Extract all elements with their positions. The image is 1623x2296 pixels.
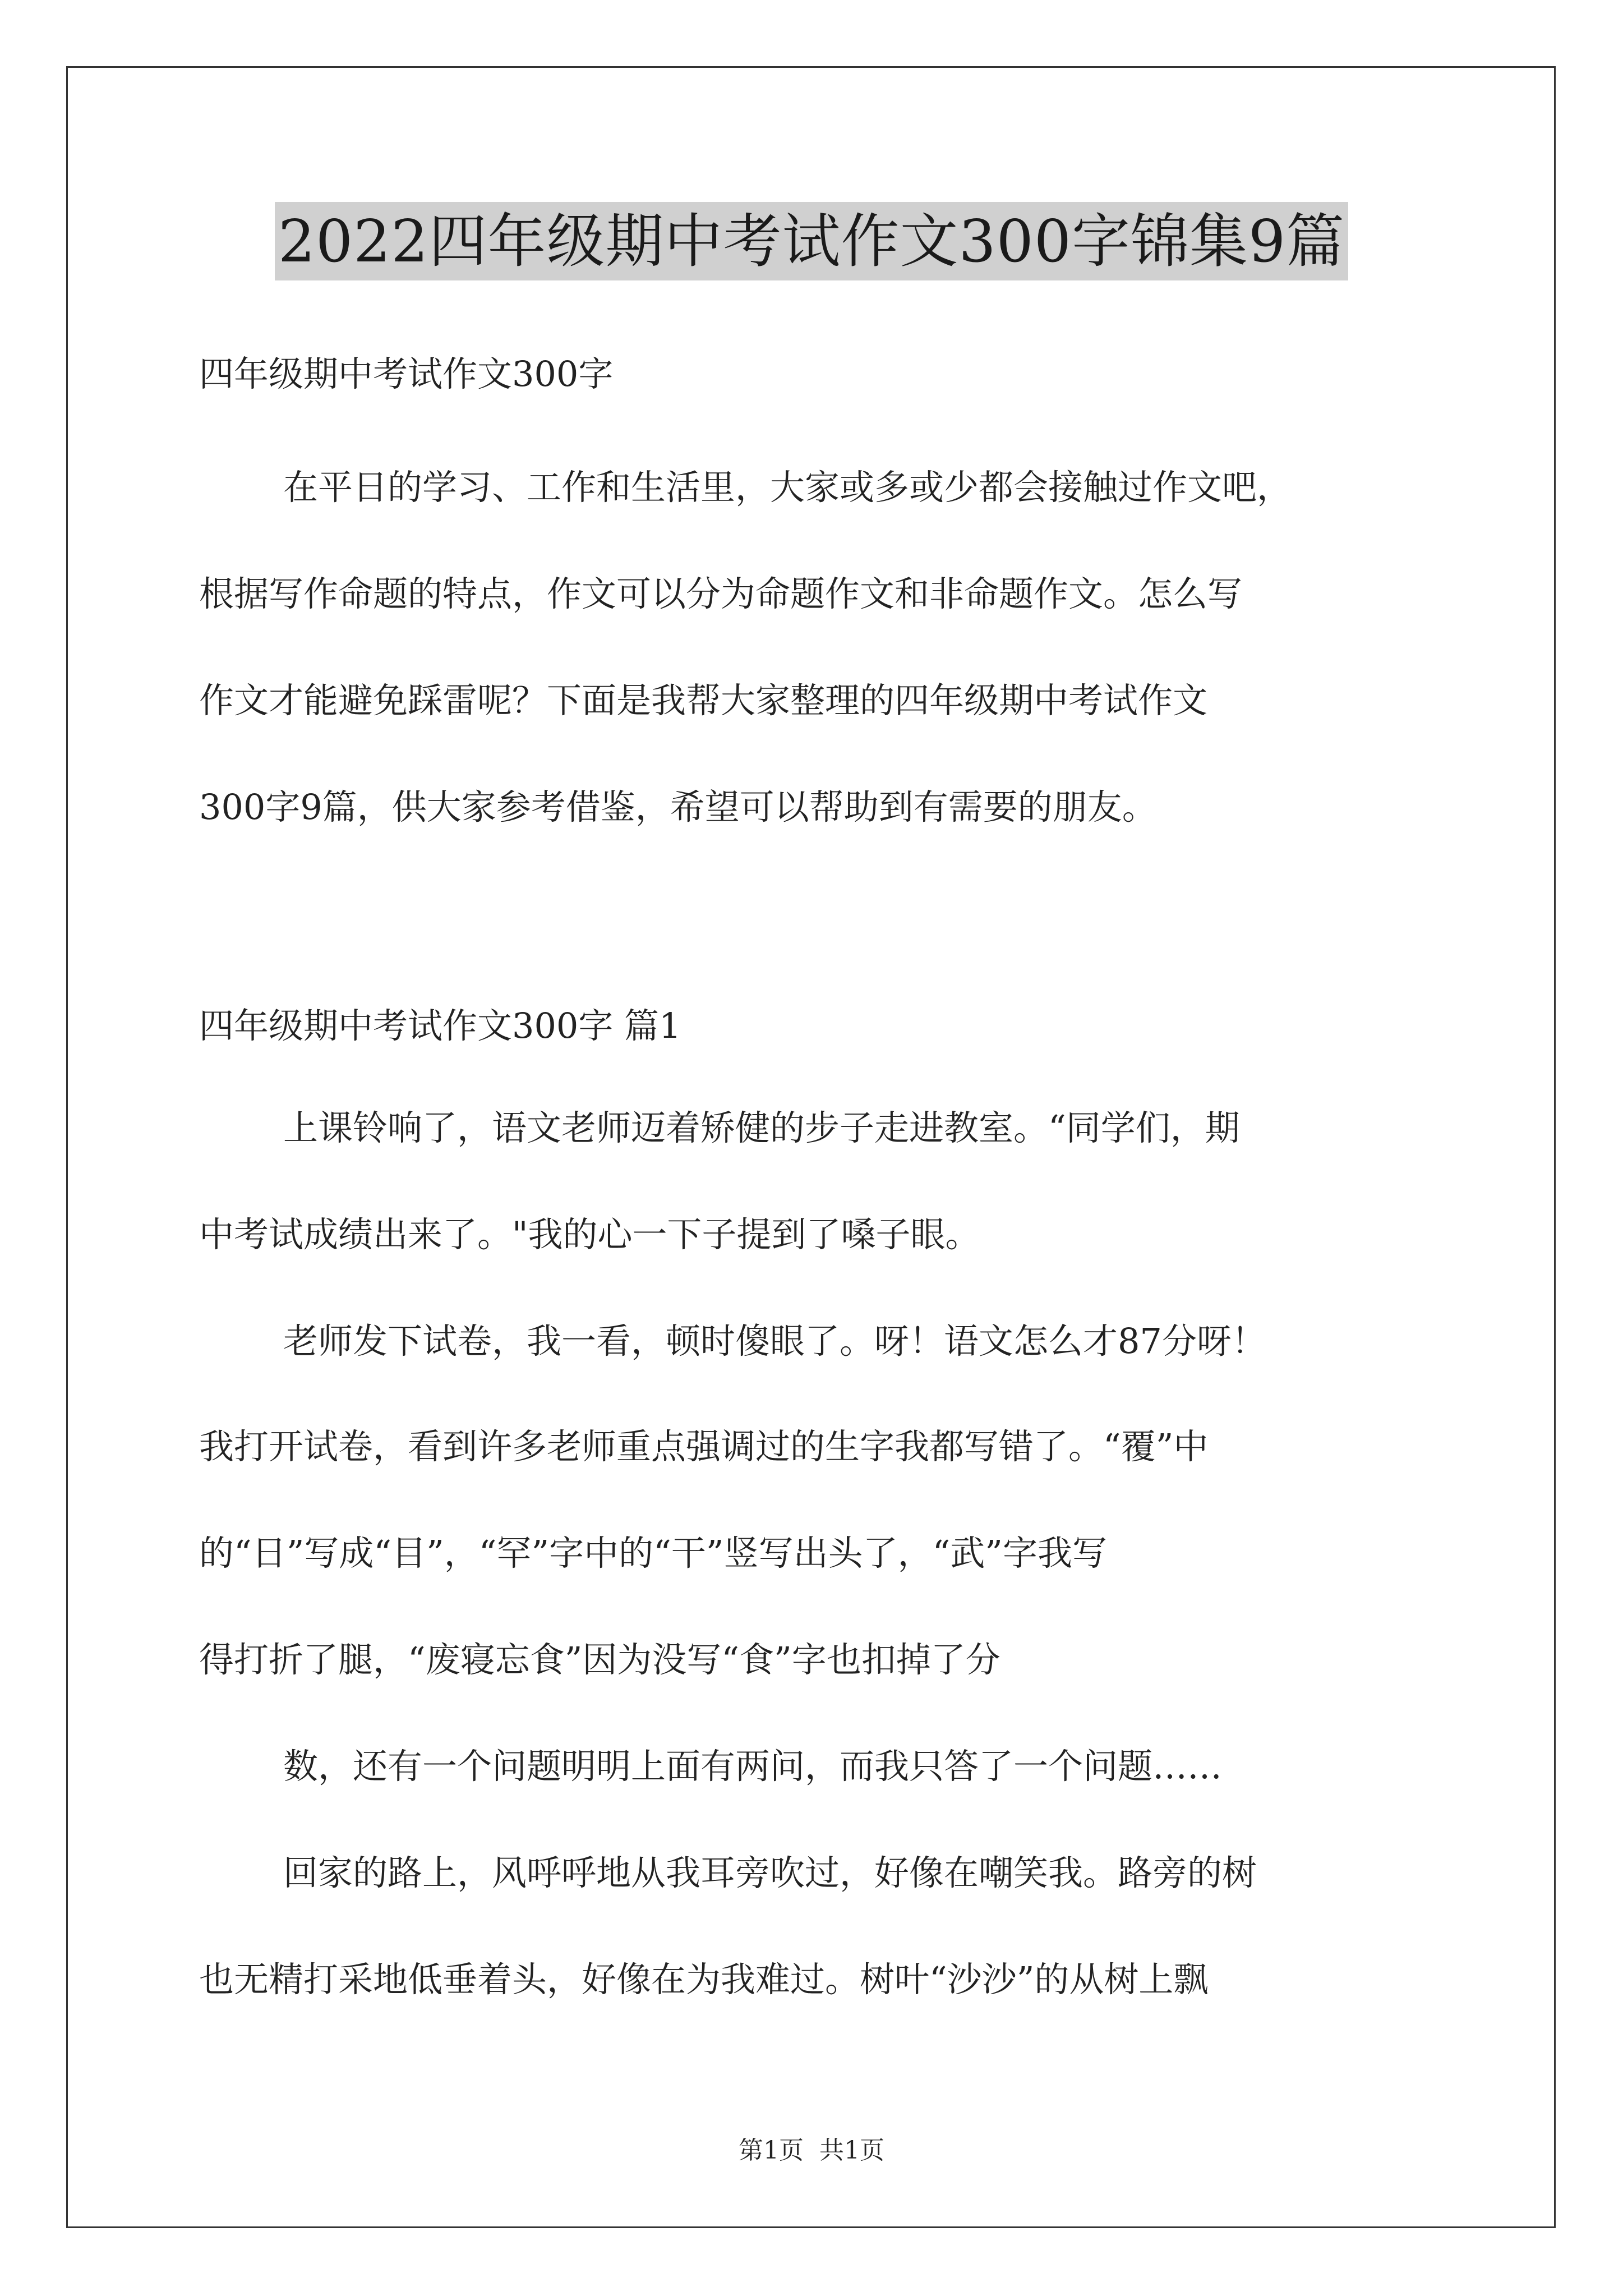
- section-1-line-3: 老师发下试卷，我一看，顿时傻眼了。呀！语文怎么才87分呀！: [283, 1320, 1266, 1361]
- section-1-line-9: 也无精打采地低垂着头，好像在为我难过。树叶“沙沙”的从树上飘: [199, 1959, 1209, 2000]
- section-1-line-8: 回家的路上，风呼呼地从我耳旁吹过，好像在嘲笑我。路旁的树: [283, 1852, 1257, 1893]
- section-1-line-2: 中考试成绩出来了。"我的心一下子提到了嗓子眼。: [199, 1214, 980, 1255]
- section-1-line-5: 的“日”写成“目”，“罕”字中的“干”竖写出头了，“武”字我写: [199, 1533, 1107, 1573]
- intro-heading: 四年级期中考试作文300字: [199, 353, 614, 394]
- intro-line-2: 根据写作命题的特点，作文可以分为命题作文和非命题作文。怎么写: [199, 573, 1243, 614]
- page-total: 共1页: [819, 2136, 884, 2165]
- intro-line-3: 作文才能避免踩雷呢？下面是我帮大家整理的四年级期中考试作文: [199, 680, 1208, 721]
- page-footer: [0, 2135, 1623, 2166]
- title-container: [0, 202, 1623, 280]
- section-1-line-4: 我打开试卷，看到许多老师重点强调过的生字我都写错了。“覆”中: [199, 1426, 1209, 1467]
- intro-line-4: 300字9篇，供大家参考借鉴，希望可以帮助到有需要的朋友。: [199, 786, 1157, 827]
- section-1-line-1: 上课铃响了，语文老师迈着矫健的步子走进教室。“同学们，期: [283, 1107, 1240, 1148]
- page-number: 第1页: [739, 2136, 804, 2165]
- section-1-line-7: 数，还有一个问题明明上面有两问，而我只答了一个问题……: [283, 1746, 1223, 1787]
- intro-line-1: 在平日的学习、工作和生活里，大家或多或少都会接触过作文吧，: [283, 467, 1292, 508]
- document-title: 2022四年级期中考试作文300字锦集9篇: [275, 202, 1348, 280]
- section-1-heading: 四年级期中考试作文300字 篇1: [199, 1005, 681, 1046]
- section-1-line-6: 得打折了腿，“废寝忘食”因为没写“食”字也扣掉了分: [199, 1639, 1000, 1680]
